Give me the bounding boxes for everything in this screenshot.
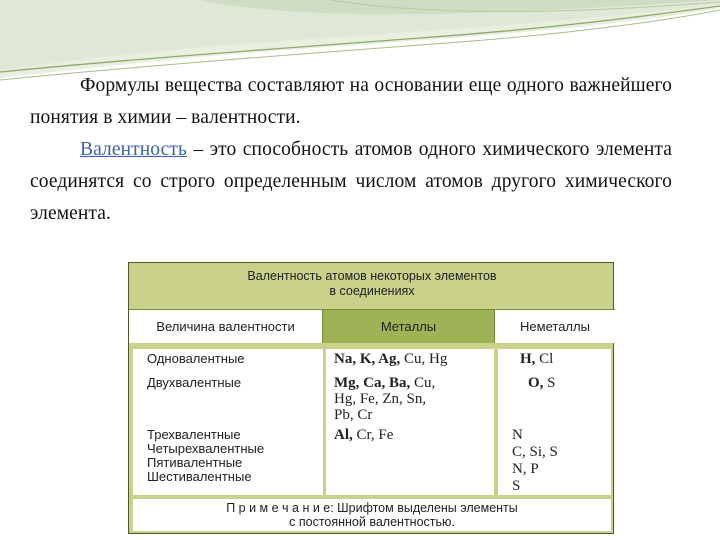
term-valence[interactable]: Валентность [80,139,188,160]
row-label-1: Одновалентные [147,351,245,366]
paragraph-definition [30,134,672,230]
metals-row-2-cont: Hg, Fe, Zn, Sn, [334,391,427,407]
note-line2: с постоянной валентностью. [289,515,455,529]
metals-row-3: Al, Cr, Fe [334,427,394,443]
row-label-3: Трехвалентные [147,427,241,442]
valence-table [128,262,614,534]
nonmetals-row-5: N, P [512,461,539,477]
table-title [129,263,615,309]
col-header-nonmetals: Неметаллы [495,309,615,343]
col-header-valence: Величина валентности [129,309,323,343]
row-label-5: Пятивалентные [147,455,243,470]
table-note [133,499,611,531]
paragraph-formulas: Формулы вещества составляют на основании еще одного важнейшего понятия в химии – валентности. [30,75,672,128]
row-label-2: Двухвалентные [147,375,242,390]
row-label-4: Четырехвалентные [147,441,265,456]
row-label-6: Шестивалентные [147,469,252,484]
metals-row-1: Na, K, Ag, Cu, Hg [334,351,448,367]
table-title-line1: Валентность атомов некоторых элементов [247,269,497,283]
nonmetals-row-6: S [512,478,521,494]
metals-row-2-cont2: Pb, Cr [334,407,373,423]
note-line1: П р и м е ч а н и е: Шрифтом выделены элементы [226,501,518,515]
table-title-line2: в соединениях [329,284,415,298]
col-header-metals: Металлы [323,309,495,343]
definition-text: – это способность атомов одного химического элемента соединятся со строго определенным числом атомов другого химического элемента. [30,139,672,224]
nonmetals-row-1: H, Cl [520,351,554,367]
nonmetals-row-4: C, Si, S [512,444,558,460]
valence-labels-cell [133,349,323,495]
body-text [30,70,672,230]
metals-cell [326,349,494,495]
metals-row-2: Mg, Ca, Ba, Cu, [334,375,436,391]
nonmetals-row-2: O, S [528,375,556,391]
nonmetals-row-3: N [512,427,523,443]
nonmetals-cell [498,349,611,495]
